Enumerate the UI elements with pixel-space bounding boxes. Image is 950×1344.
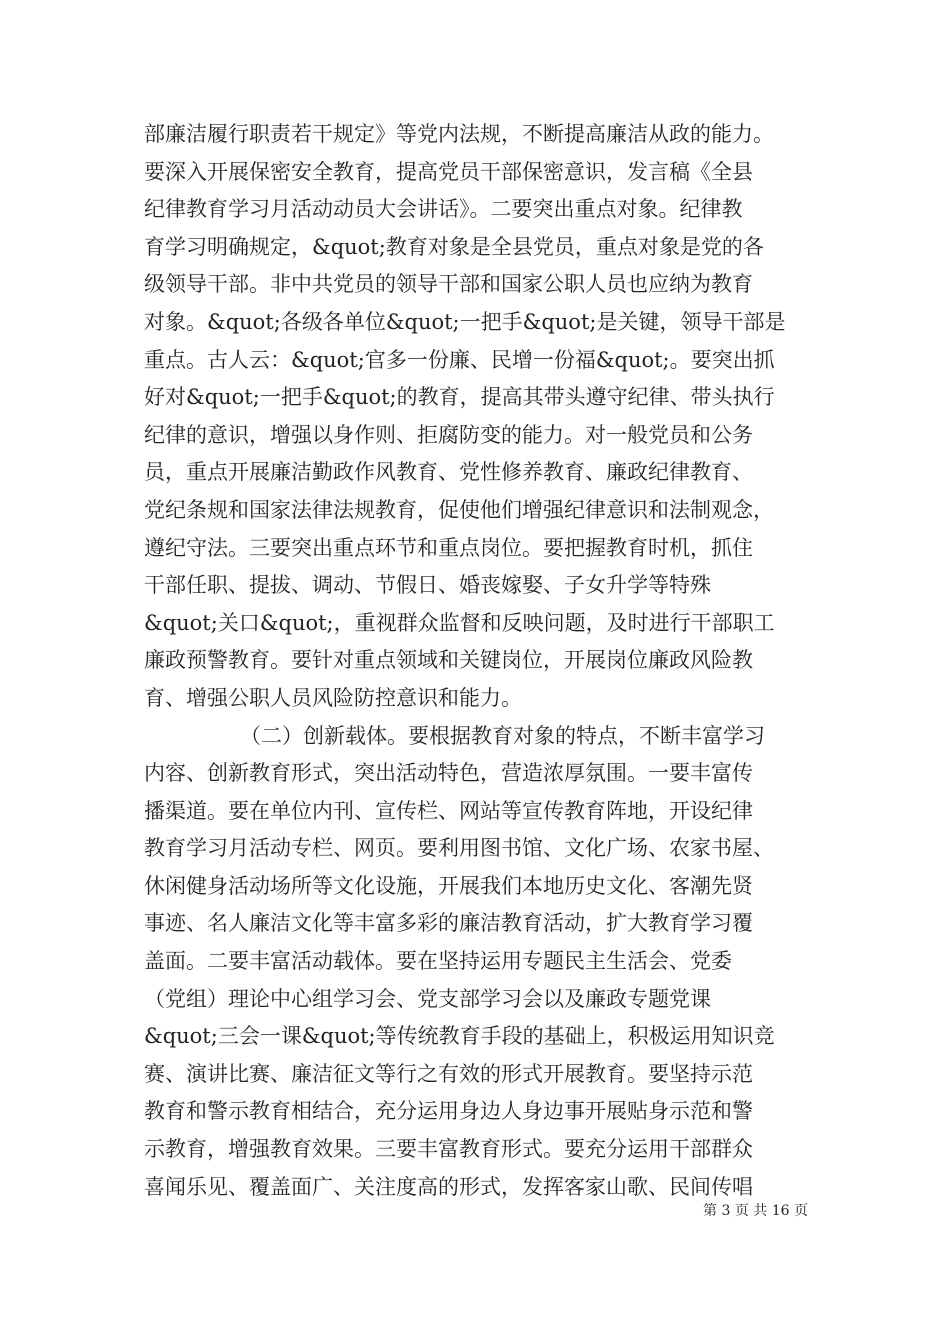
text-line: 对象。&quot;各级各单位&quot;一把手&quot;是关键，领导干部是 [144, 309, 786, 334]
text-line: 育学习明确规定，&quot;教育对象是全县党员，重点对象是党的各 [144, 234, 764, 259]
text-line: 遵纪守法。三要突出重点环节和重点岗位。要把握教育时机，抓住 [144, 535, 753, 560]
text-line: 级领导干部。非中共党员的领导干部和国家公职人员也应纳为教育 [144, 272, 753, 297]
text-line: 喜闻乐见、覆盖面广、关注度高的形式，发挥客家山歌、民间传唱 [144, 1174, 753, 1199]
text-line: 廉政预警教育。要针对重点领域和关键岗位，开展岗位廉政风险教 [144, 648, 753, 673]
text-line: 好对&quot;一把手&quot;的教育，提高其带头遵守纪律、带头执行 [144, 385, 775, 410]
text-line: 要深入开展保密安全教育，提高党员干部保密意识，发言稿《全县 [144, 159, 753, 184]
text-line: &quot;关口&quot;，重视群众监督和反映问题，及时进行干部职工 [144, 610, 775, 635]
text-line: 部廉洁履行职责若干规定》等党内法规，不断提高廉洁从政的能力。 [144, 122, 774, 146]
text-line: 党纪条规和国家法律法规教育，促使他们增强纪律意识和法制观念， [144, 497, 774, 522]
text-line: 休闲健身活动场所等文化设施，开展我们本地历史文化、客潮先贤 [144, 873, 753, 898]
text-line: &quot;三会一课&quot;等传统教育手段的基础上，积极运用知识竞 [144, 1024, 775, 1049]
text-line: 员，重点开展廉洁勤政作风教育、党性修养教育、廉政纪律教育、 [144, 460, 753, 485]
page-number-footer: 第 3 页 共 16 页 [703, 1203, 808, 1219]
text-line: 赛、演讲比赛、廉洁征文等行之有效的形式开展教育。要坚持示范 [144, 1061, 753, 1086]
text-line: 重点。古人云：&quot;官多一份廉、民增一份福&quot;。要突出抓 [144, 347, 775, 372]
text-line: 播渠道。要在单位内刊、宣传栏、网站等宣传教育阵地，开设纪律 [144, 798, 753, 823]
text-line: 事迹、名人廉洁文化等丰富多彩的廉洁教育活动，扩大教育学习覆 [144, 911, 753, 936]
text-line: 教育学习月活动专栏、网页。要利用图书馆、文化广场、农家书屋、 [144, 836, 774, 861]
text-line: 教育和警示教育相结合，充分运用身边人身边事开展贴身示范和警 [144, 1099, 753, 1124]
text-line: 示教育，增强教育效果。三要丰富教育形式。要充分运用干部群众 [144, 1137, 753, 1162]
text-line: 内容、创新教育形式，突出活动特色，营造浓厚氛围。一要丰富传 [144, 761, 753, 786]
text-line: （党组）理论中心组学习会、党支部学习会以及廉政专题党课 [144, 986, 711, 1011]
text-line: 纪律的意识，增强以身作则、拒腐防变的能力。对一般党员和公务 [144, 422, 753, 447]
text-line: 育、增强公职人员风险防控意识和能力。 [144, 685, 522, 710]
text-line: 纪律教育学习月活动动员大会讲话》。二要突出重点对象。纪律教 [144, 197, 743, 222]
body-text [144, 116, 804, 1206]
text-line: 盖面。二要丰富活动载体。要在坚持运用专题民主生活会、党委 [144, 949, 732, 974]
text-line: 干部任职、提拔、调动、节假日、婚丧嫁娶、子女升学等特殊 [144, 573, 711, 598]
section-heading-line: （二）创新载体。要根据教育对象的特点，不断丰富学习 [240, 723, 765, 748]
